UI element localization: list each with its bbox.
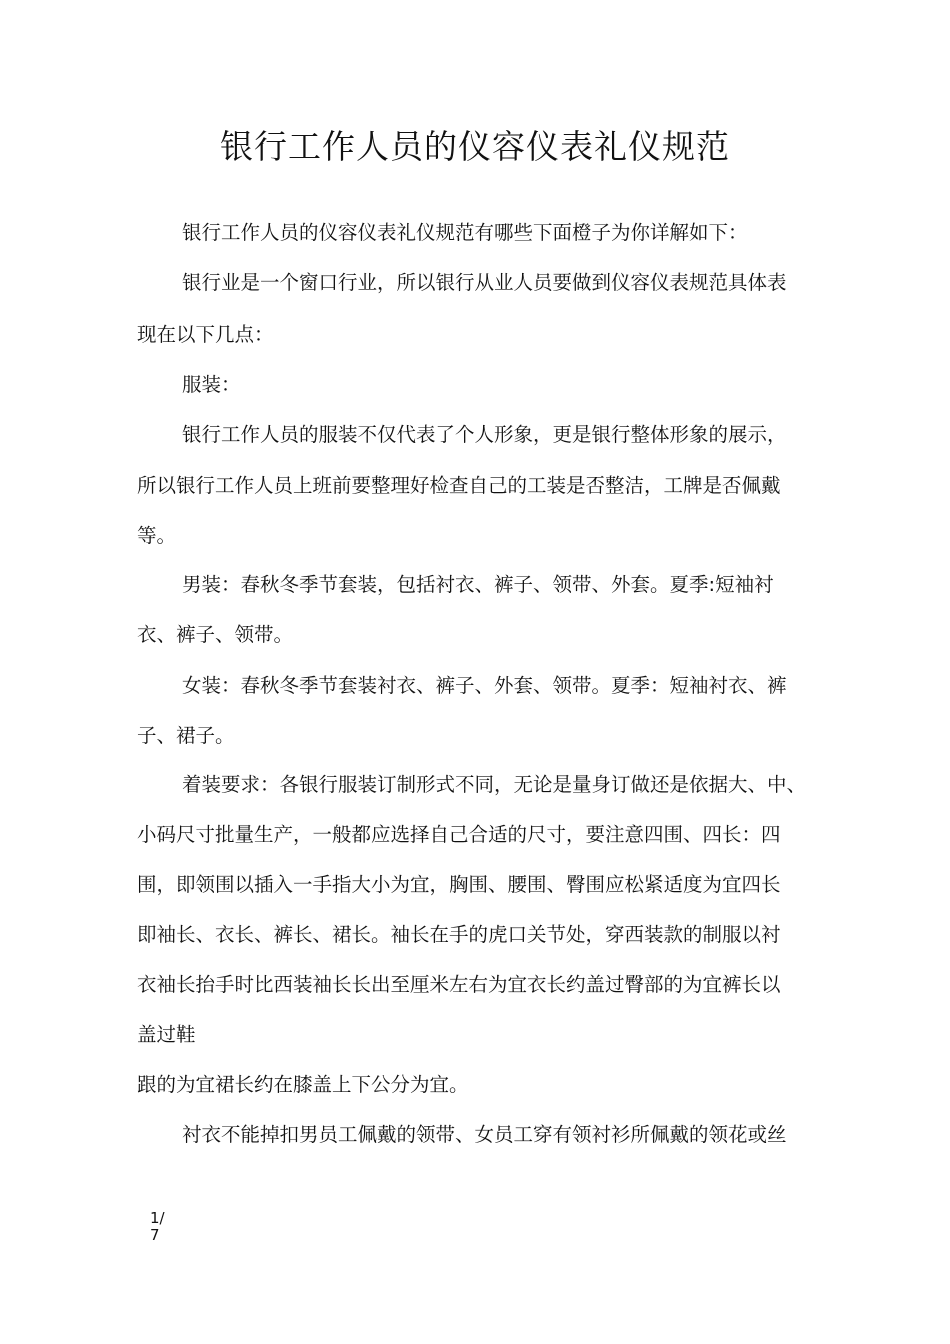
paragraph-line: 衬衣不能掉扣男员工佩戴的领带、女员工穿有领衬衫所佩戴的领花或丝	[182, 1123, 787, 1146]
paragraph-line: 即袖长、衣长、裤长、裙长。袖长在手的虎口关节处，穿西装款的制服以衬	[137, 923, 781, 946]
paragraph-line: 女装：春秋冬季节套装衬衣、裤子、外套、领带。夏季：短袖衬衣、裤	[182, 674, 787, 697]
document-title: 银行工作人员的仪容仪表礼仪规范	[220, 127, 730, 166]
paragraph-line: 围，即领围以插入一手指大小为宜，胸围、腰围、臀围应松紧适度为宜四长	[137, 873, 781, 896]
paragraph-line: 银行工作人员的服装不仅代表了个人形象，更是银行整体形象的展示，	[182, 423, 787, 446]
paragraph-line: 现在以下几点：	[137, 323, 274, 346]
paragraph-line: 小码尺寸批量生产，一般都应选择自己合适的尺寸，要注意四围、四长：四	[137, 823, 781, 846]
paragraph-line: 男装：春秋冬季节套装，包括衬衣、裤子、领带、外套。夏季:短袖衬	[182, 573, 774, 596]
paragraph-line: 子、裙子。	[137, 724, 235, 747]
paragraph-line: 银行工作人员的仪容仪表礼仪规范有哪些下面橙子为你详解如下：	[182, 221, 748, 244]
paragraph-line: 着装要求：各银行服装订制形式不同，无论是量身订做还是依据大、中、	[182, 773, 807, 796]
paragraph-line: 银行业是一个窗口行业，所以银行从业人员要做到仪容仪表规范具体表	[182, 271, 787, 294]
paragraph-line: 所以银行工作人员上班前要整理好检查自己的工装是否整洁，工牌是否佩戴	[137, 474, 781, 497]
paragraph-line: 盖过鞋	[137, 1023, 196, 1046]
paragraph-line: 衣袖长抬手时比西装袖长长出至厘米左右为宜衣长约盖过臀部的为宜裤长以	[137, 973, 781, 996]
paragraph-line: 跟的为宜裙长约在膝盖上下公分为宜。	[137, 1073, 469, 1096]
paragraph-line: 服装：	[182, 373, 241, 396]
paragraph-line: 等。	[137, 524, 177, 547]
paragraph-line: 衣、裤子、领带。	[137, 623, 294, 646]
page-number: 1/7	[150, 1209, 165, 1244]
